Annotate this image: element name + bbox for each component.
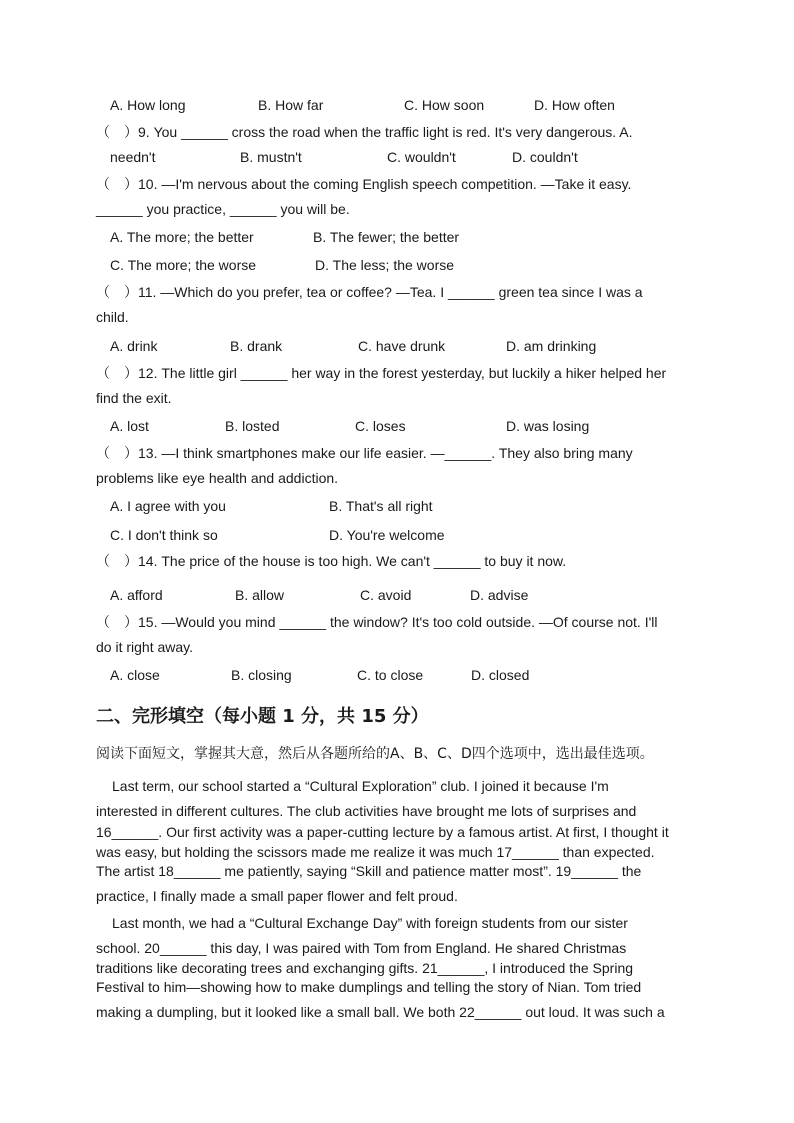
passage-line: The artist 18______ me patiently, saying “Skill and patience matter most”. 19______ the bbox=[96, 863, 642, 879]
q13-option-d: D. You're welcome bbox=[329, 527, 445, 543]
section-instruction: 阅读下面短文，掌握其大意，然后从各题所给的A、B、C、D四个选项中，选出最佳选项。 bbox=[96, 746, 654, 762]
q12-stem: （ ）12. The little girl ______ her way in the forest yesterday, but luckily a hiker helped her bbox=[96, 365, 667, 381]
q15-stem: （ ）15. —Would you mind ______ the window? It's too cold outside. —Of course not. I'll bbox=[96, 614, 658, 630]
q13-stem: （ ）13. —I think smartphones make our life easier. —______. They also bring many bbox=[96, 445, 633, 461]
q9-option-b: B. mustn't bbox=[240, 149, 302, 165]
q12-stem-cont: find the exit. bbox=[96, 390, 172, 406]
q15-stem-cont: do it right away. bbox=[96, 639, 194, 655]
q9-option-a: needn't bbox=[110, 149, 156, 165]
q9-option-d: D. couldn't bbox=[512, 149, 578, 165]
q10-option-b: B. The fewer; the better bbox=[313, 229, 460, 245]
q10-stem: （ ）10. —I'm nervous about the coming English speech competition. —Take it easy. bbox=[96, 176, 632, 192]
q13-stem-cont: problems like eye health and addiction. bbox=[96, 470, 339, 486]
q11-option-b: B. drank bbox=[230, 338, 283, 354]
passage-line: traditions like decorating trees and exchanging gifts. 21______, I introduced the Spring bbox=[96, 960, 634, 976]
q14-option-a: A. afford bbox=[110, 587, 163, 603]
q8-option-c: C. How soon bbox=[404, 97, 485, 113]
q11-stem: （ ）11. —Which do you prefer, tea or coffee? —Tea. I ______ green tea since I was a bbox=[96, 284, 643, 300]
q12-option-b: B. losted bbox=[225, 418, 280, 434]
passage-line: practice, I finally made a small paper flower and felt proud. bbox=[96, 888, 458, 904]
q11-stem-cont: child. bbox=[96, 309, 129, 325]
q10-option-c: C. The more; the worse bbox=[110, 257, 257, 273]
section-heading: 二、完形填空（每小题 1 分，共 15 分） bbox=[96, 706, 429, 727]
q11-option-c: C. have drunk bbox=[358, 338, 446, 354]
q9-stem: （ ）9. You ______ cross the road when the traffic light is red. It's very dangerous. A. bbox=[96, 124, 633, 140]
q14-option-b: B. allow bbox=[235, 587, 285, 603]
q14-option-c: C. avoid bbox=[360, 587, 412, 603]
q8-option-a: A. How long bbox=[110, 97, 186, 113]
q10-option-a: A. The more; the better bbox=[110, 229, 254, 245]
q15-option-b: B. closing bbox=[231, 667, 292, 683]
q15-option-a: A. close bbox=[110, 667, 160, 683]
passage-line: 16______. Our first activity was a paper-cutting lecture by a famous artist. At first, I thought it bbox=[96, 824, 669, 840]
q13-option-b: B. That's all right bbox=[329, 498, 433, 514]
q12-option-d: D. was losing bbox=[506, 418, 590, 434]
q14-option-d: D. advise bbox=[470, 587, 529, 603]
q10-option-d: D. The less; the worse bbox=[315, 257, 455, 273]
q8-option-b: B. How far bbox=[258, 97, 324, 113]
q11-option-d: D. am drinking bbox=[506, 338, 597, 354]
q12-option-c: C. loses bbox=[355, 418, 406, 434]
passage-line: interested in different cultures. The club activities have brought me lots of surprises and bbox=[96, 803, 637, 819]
passage-line: Last month, we had a “Cultural Exchange Day” with foreign students from our sister bbox=[112, 915, 628, 931]
q11-option-a: A. drink bbox=[110, 338, 158, 354]
q8-option-d: D. How often bbox=[534, 97, 615, 113]
passage-line: Last term, our school started a “Cultural Exploration” club. I joined it because I'm bbox=[112, 778, 609, 794]
passage-line: school. 20______ this day, I was paired with Tom from England. He shared Christmas bbox=[96, 940, 627, 956]
q15-option-c: C. to close bbox=[357, 667, 424, 683]
passage-line: making a dumpling, but it looked like a small ball. We both 22______ out loud. It was such a bbox=[96, 1004, 665, 1020]
q9-option-c: C. wouldn't bbox=[387, 149, 456, 165]
q13-option-a: A. I agree with you bbox=[110, 498, 226, 514]
passage-line: Festival to him—showing how to make dumplings and telling the story of Nian. Tom tried bbox=[96, 979, 642, 995]
passage-line: was easy, but holding the scissors made me realize it was much 17______ than expected. bbox=[96, 844, 655, 860]
q13-option-c: C. I don't think so bbox=[110, 527, 218, 543]
q10-stem-cont: ______ you practice, ______ you will be. bbox=[96, 201, 350, 217]
q12-option-a: A. lost bbox=[110, 418, 149, 434]
q15-option-d: D. closed bbox=[471, 667, 530, 683]
q14-stem: （ ）14. The price of the house is too high. We can't ______ to buy it now. bbox=[96, 553, 567, 569]
